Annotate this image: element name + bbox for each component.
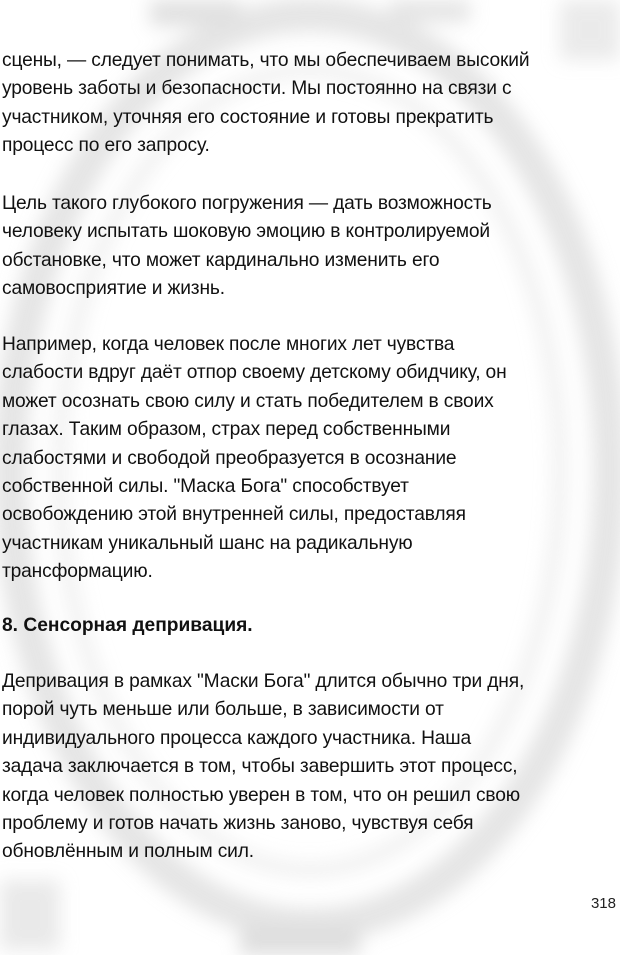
text-line: порой чуть меньше или больше, в зависимости от — [2, 699, 444, 721]
text-line: самовосприятие и жизнь. — [2, 278, 225, 300]
section-heading: 8. Сенсорная депривация. — [2, 615, 253, 636]
text-line: обновлённым и полным сил. — [2, 841, 254, 863]
text-line: когда человек полностью уверен в том, что он решил свою — [2, 784, 520, 806]
text-line: уровень заботы и безопасности. Мы постоянно на связи с — [2, 78, 512, 100]
paragraph-safety — [2, 47, 614, 161]
text-line: Цель такого глубокого погружения — дать возможность — [2, 193, 492, 214]
text-line: слабости вдруг даёт отпор своему детскому обидчику, он — [2, 362, 507, 384]
text-line: сцены, — следует понимать, что мы обеспечиваем высокий — [2, 50, 530, 71]
text-line: слабостями и свободой преобразуется в осознание — [2, 447, 457, 469]
text-line: участникам уникальный шанс на радикальную — [2, 532, 413, 554]
text-line: Например, когда человек после многих лет чувства — [2, 334, 455, 355]
text-line: трансформацию. — [2, 561, 153, 583]
paragraph-example — [2, 331, 614, 587]
paragraph-goal — [2, 190, 614, 304]
text-line: задача заключается в том, чтобы завершить этот процесс, — [2, 756, 518, 778]
text-line: собственной силы. "Маска Бога" способствует — [2, 476, 409, 498]
text-line: индивидуального процесса каждого участника. Наша — [2, 727, 472, 749]
text-line: может осознать свою силу и стать победителем в своих — [2, 390, 494, 412]
text-line: участником, уточняя его состояние и готовы прекратить — [2, 106, 494, 128]
text-line: человеку испытать шоковую эмоцию в контролируемой — [2, 221, 491, 243]
text-line: освобождению этой внутренней силы, предоставляя — [2, 504, 466, 526]
page-number: 318 — [590, 895, 616, 912]
text-line: глазах. Таким образом, страх перед собственными — [2, 419, 451, 441]
paragraph-deprivation — [2, 668, 614, 867]
text-line: проблему и готов начать жизнь заново, чувствуя себя — [2, 813, 474, 835]
text-line: Депривация в рамках "Маски Бога" длится обычно три дня, — [2, 671, 525, 692]
text-line: обстановке, что может кардинально изменить его — [2, 249, 440, 271]
text-line: процесс по его запросу. — [2, 135, 210, 157]
